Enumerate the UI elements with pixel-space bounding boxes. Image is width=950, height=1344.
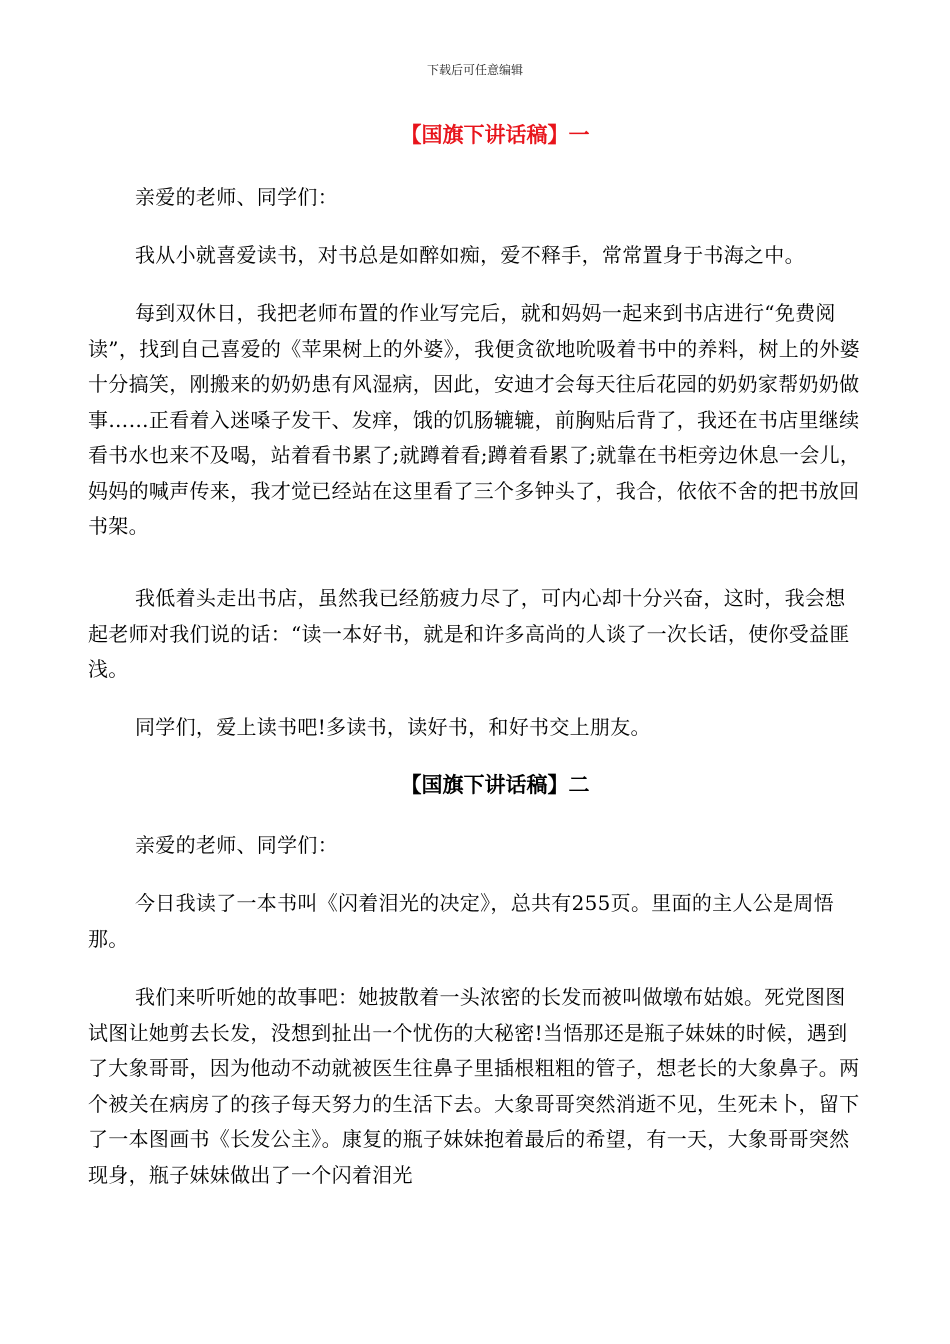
greeting-1: 亲爱的老师、同学们：: [135, 185, 338, 209]
paragraph-2-1: 今日我读了一本书叫《闪着泪光的决定》，总共有255页。里面的主人公是周悟那。: [88, 891, 834, 951]
paragraph-1-1: 我从小就喜爱读书，对书总是如醉如痴，爱不释手，常常置身于书海之中。: [135, 243, 805, 267]
paragraph-2-2: 我们来听听她的故事吧：她披散着一头浓密的长发而被叫做墩布姑娘。死党图图试图让她剪去长发，没想到扯出一个忧伤的大秘密!当悟那还是瓶子妹妹的时候，遇到了大象哥哥，因为他动不动就被医生往鼻子里插根粗粗的管子，想老长的大象鼻子。两个被关在病房了的孩子每天努力的生活下去。大象哥哥突然消逝不见，生死未卜，留下了一本图画书《长发公主》。康复的瓶子妹妹抱着最后的希望，有一天，大象哥哥突然现身，瓶子妹妹做出了一个闪着泪光: [88, 985, 860, 1187]
paragraph-1-4: 同学们，爱上读书吧!多读书，读好书，和好书交上朋友。: [135, 715, 651, 739]
section-title-1: 【国旗下讲话稿】一: [400, 123, 590, 147]
paragraph-1-2: 每到双休日，我把老师布置的作业写完后，就和妈妈一起来到书店进行“免费阅读”，找到自己喜爱的《苹果树上的外婆》，我便贪欲地吮吸着书中的养料，树上的外婆十分搞笑，刚搬来的奶奶患有风湿病，因此，安迪才会每天往后花园的奶奶家帮奶奶做事……正看着入迷嗓子发干、发痒，饿的饥肠辘辘，前胸贴后背了，我还在书店里继续看书水也来不及喝，站着看书累了;就蹲着看;蹲着看累了;就靠在书柜旁边休息一会儿，妈妈的喊声传来，我才觉已经站在这里看了三个多钟头了，我合，依依不舍的把书放回书架。: [88, 301, 861, 538]
paragraph-1-3: 我低着头走出书店，虽然我已经筋疲力尽了，可内心却十分兴奋，这时，我会想起老师对我们说的话：“读一本好书，就是和许多高尚的人谈了一次长话，使你受益匪浅。: [88, 586, 850, 681]
greeting-2: 亲爱的老师、同学们：: [135, 833, 338, 857]
header-note: 下载后可任意编辑: [426, 63, 523, 77]
section-title-2: 【国旗下讲话稿】二: [400, 773, 590, 797]
